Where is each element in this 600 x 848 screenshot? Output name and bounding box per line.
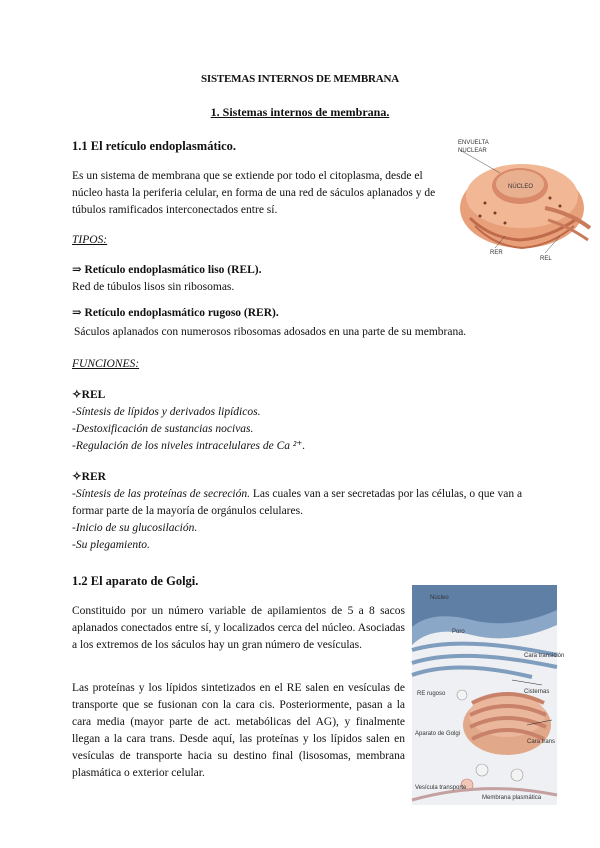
re-illustration-graphic: [460, 150, 590, 253]
arrow-icon: ⇒: [72, 264, 82, 276]
section-title: 1. Sistemas internos de membrana.: [210, 105, 390, 119]
golgi-p2: Las proteínas y los lípidos sintetizados en el RE salen en vesículas de transporte que se fusionan con la cara cis. Posteriormente, pasan a la cara media (mayor parte de act. metabólicas del AG), y finalmente llegan a la cara trans. Desde aquí, las proteínas y los lípidos salen en vesículas de transporte hacia su destino final (lisosomas, membrana plasmática o exterior celular.: [72, 682, 405, 779]
rer-fn-1: [72, 486, 532, 520]
re-label-nucleo: NÚCLEO: [508, 184, 534, 190]
golgi-label-nucleo: Núcleo: [430, 595, 449, 601]
golgi-label-membrana: Membrana plasmática: [482, 795, 542, 801]
golgi-heading: 1.2 El aparato de Golgi.: [72, 574, 199, 588]
golgi-label-rer: RE rugoso: [417, 691, 446, 697]
re-intro: Es un sistema de membrana que se extiende por todo el citoplasma, desde el núcleo hasta la periferia celular, en forma de una red de sáculos aplanados y de túbulos ramificados interconectados entre sí.: [72, 170, 436, 216]
rel-fn-title: [72, 387, 105, 404]
rel-fn-3: -Regulación de los niveles intracelulares de Ca ²⁺.: [72, 440, 306, 452]
rer-fn-title-text: RER: [81, 471, 106, 483]
arrow-icon: ⇒: [72, 307, 82, 319]
golgi-illustration: [412, 585, 565, 805]
golgi-p1: Constituido por un número variable de apilamientos de 5 a 8 sacos aplanados conectados entre sí, y localizados cerca del núcleo. Asociadas a los extremos de los sáculos hay un gran número de vesículas.: [72, 605, 405, 651]
re-label-envuelta: ENVUELTA: [458, 140, 489, 146]
rer-type-text: Sáculos aplanados con numerosos ribosomas adosados en una parte de su membrana.: [74, 326, 467, 338]
rer-fn-title: [72, 469, 106, 486]
rer-fn-1-italic: -Síntesis de las proteínas de secreción.: [72, 488, 251, 500]
funciones-label: FUNCIONES:: [72, 358, 140, 370]
rel-fn-2: -Destoxificación de sustancias nocivas.: [72, 423, 254, 435]
bullet-icon: ✧: [72, 471, 82, 483]
rel-type-title: [72, 262, 262, 279]
rer-fn-3: -Su plegamiento.: [72, 539, 150, 551]
rel-fn-1: -Síntesis de lípidos y derivados lipídicos.: [72, 406, 261, 418]
rer-title-text: Retículo endoplasmático rugoso (RER).: [84, 307, 279, 319]
golgi-label-aparato: Aparato de Golgi: [415, 731, 461, 737]
rel-fn-title-text: REL: [81, 389, 106, 401]
golgi-label-transicion: Cara transición: [524, 653, 565, 659]
rel-type-text: Red de túbulos lisos sin ribosomas.: [72, 281, 235, 293]
rer-fn-2: -Inicio de su glucosilación.: [72, 522, 198, 534]
tipos-label: TIPOS:: [72, 234, 108, 246]
rel-title-text: Retículo endoplasmático liso (REL).: [84, 264, 262, 276]
re-label-rel: REL: [540, 256, 552, 262]
re-illustration: [450, 128, 600, 263]
golgi-label-trans: Cara trans: [527, 739, 556, 745]
rer-fn-1-rest: Las cuales van a ser secretadas por las células, o que van a formar parte de la mayoría de orgánulos celulares.: [72, 488, 523, 517]
re-label-rer: RER: [490, 250, 503, 256]
document-title: SISTEMAS INTERNOS DE MEMBRANA: [200, 73, 400, 85]
bullet-icon: ✧: [72, 389, 82, 401]
rer-type-title: [72, 305, 279, 322]
re-heading: 1.1 El retículo endoplasmático.: [72, 139, 237, 153]
golgi-label-cisternas: Cisternas: [524, 689, 550, 695]
re-label-nuclear: NUCLEAR: [458, 148, 487, 154]
golgi-label-vesicula: Vesícula transporte: [415, 785, 467, 791]
golgi-label-poro: Poro: [452, 629, 465, 635]
